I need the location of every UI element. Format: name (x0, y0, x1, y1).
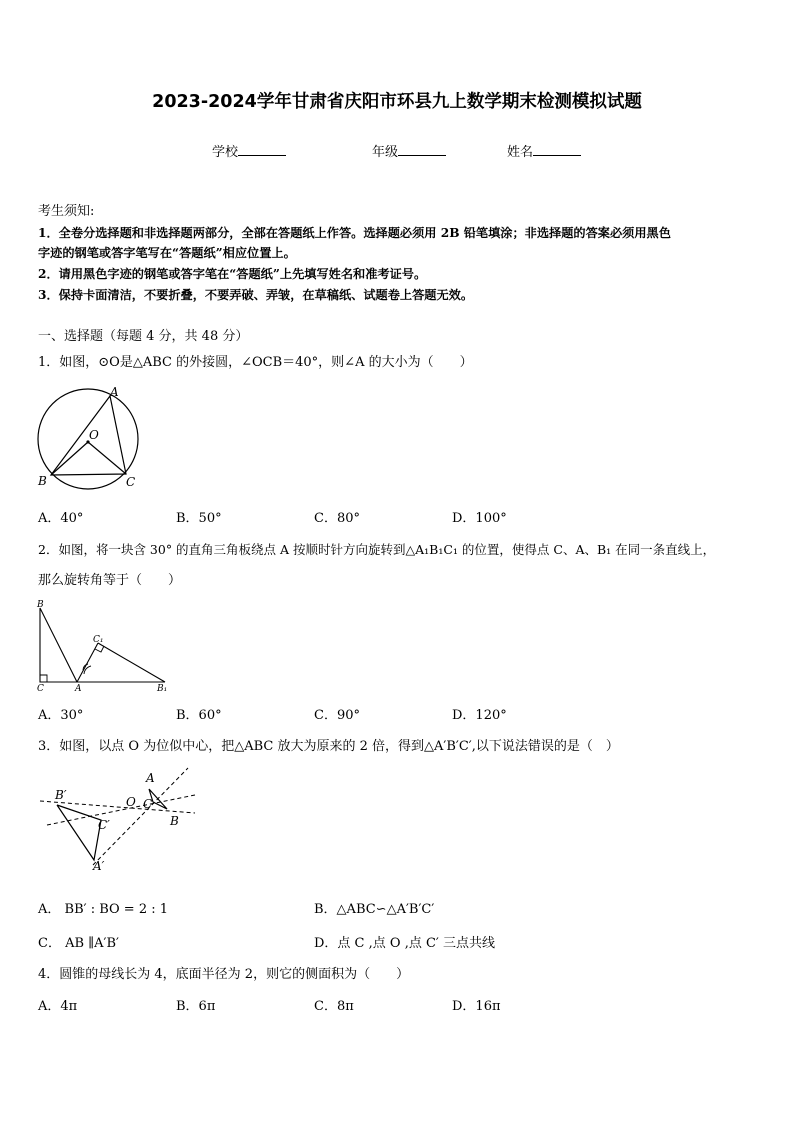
notice-line-3: 3．保持卡面清洁，不要折叠，不要弄破、弄皱，在草稿纸、试题卷上答题无效。 (38, 288, 474, 302)
grade-field[interactable] (372, 141, 446, 160)
label-c1: C₁ (93, 635, 104, 645)
q2-figure (30, 597, 180, 697)
notice-line-1a: 1．全卷分选择题和非选择题两部分，全部在答题纸上作答。选择题必须用 2B 铅笔填涂；非选择题的答案必须用黑色 (38, 226, 671, 240)
school-blank[interactable] (238, 143, 286, 156)
segment-a-c1 (77, 643, 98, 682)
label-a: A (146, 771, 155, 785)
notice-line-2: 2．请用黑色字迹的钢笔或答字笔在“答题纸”上先填写姓名和准考证号。 (38, 267, 427, 281)
q2-option-a[interactable]: A．30° (38, 708, 84, 723)
q4-option-d[interactable]: D．16π (452, 999, 501, 1014)
section-heading: 一、选择题（每题 4 分，共 48 分） (38, 329, 249, 344)
notice-line-1b: 字迹的钢笔或答字笔写在“答题纸”相应位置上。 (38, 246, 296, 260)
label-b: B (38, 474, 47, 488)
q3-option-b[interactable]: B．△ABC∽△A′B′C′ (314, 902, 435, 917)
q1-option-c[interactable]: C．80° (314, 511, 360, 526)
q1-option-d[interactable]: D．100° (452, 511, 507, 526)
school-label: 学校 (212, 145, 239, 160)
label-b1: B₁ (157, 684, 168, 694)
name-label: 姓名 (507, 145, 534, 160)
q1-option-b[interactable]: B．50° (176, 511, 222, 526)
q1-stem: 1．如图，⊙O是△ABC 的外接圆，∠OCB＝40°，则∠A 的大小为（ ） (38, 355, 473, 370)
q3-option-d[interactable]: D．点 C ,点 O ,点 C′ 三点共线 (314, 936, 495, 951)
label-b: B (37, 600, 44, 610)
page-title: 2023-2024学年甘肃省庆阳市环县九上数学期末检测模拟试题 (152, 92, 642, 112)
q1-figure (30, 380, 150, 495)
label-a: A (110, 385, 119, 399)
q4-option-a[interactable]: A．4π (38, 999, 78, 1014)
label-a: A (75, 684, 82, 694)
label-c: C (126, 475, 136, 489)
q1-option-a[interactable]: A．40° (38, 511, 84, 526)
notice-heading: 考生须知: (38, 204, 95, 219)
label-b1: B′ (55, 788, 67, 802)
q3-figure (35, 765, 200, 880)
label-b: B (170, 814, 179, 828)
q3-stem: 3．如图，以点 O 为位似中心，把△ABC 放大为原来的 2 倍，得到△A′B′C′,以下说法错误的是（ ） (38, 739, 619, 754)
q2-stem-line-2: 那么旋转角等于（ ） (38, 573, 182, 588)
triangle-a1b1c1 (57, 805, 101, 860)
q4-option-b[interactable]: B．6π (176, 999, 216, 1014)
q2-stem-line-1: 2．如图，将一块含 30° 的直角三角板绕点 A 按顺时针方向旋转到△A₁B₁C₁ 的位置，使得点 C、A、B₁ 在同一条直线上， (38, 542, 716, 557)
name-field[interactable] (507, 141, 581, 160)
name-blank[interactable] (533, 143, 581, 156)
label-c: C (143, 797, 153, 811)
q4-option-c[interactable]: C．8π (314, 999, 354, 1014)
q2-option-c[interactable]: C．90° (314, 708, 360, 723)
q2-option-b[interactable]: B．60° (176, 708, 222, 723)
right-angle-c (40, 675, 47, 682)
label-a1: A′ (93, 859, 105, 873)
grade-label: 年级 (372, 145, 399, 160)
label-o: O (126, 795, 136, 809)
grade-blank[interactable] (398, 143, 446, 156)
q3-option-c[interactable]: C． AB ∥A′B′ (38, 936, 120, 951)
triangle-abc (40, 608, 77, 682)
school-field[interactable] (212, 141, 286, 160)
segment-ob (51, 442, 88, 475)
label-c: C (37, 684, 44, 694)
q3-option-a[interactable]: A． BB′ : BO = 2 : 1 (38, 902, 169, 917)
q2-option-d[interactable]: D．120° (452, 708, 507, 723)
segment-c1-b1 (98, 643, 165, 682)
label-c1: C′ (98, 818, 110, 832)
label-o: O (89, 428, 99, 442)
q4-stem: 4．圆锥的母线长为 4，底面半径为 2，则它的侧面积为（ ） (38, 967, 410, 982)
